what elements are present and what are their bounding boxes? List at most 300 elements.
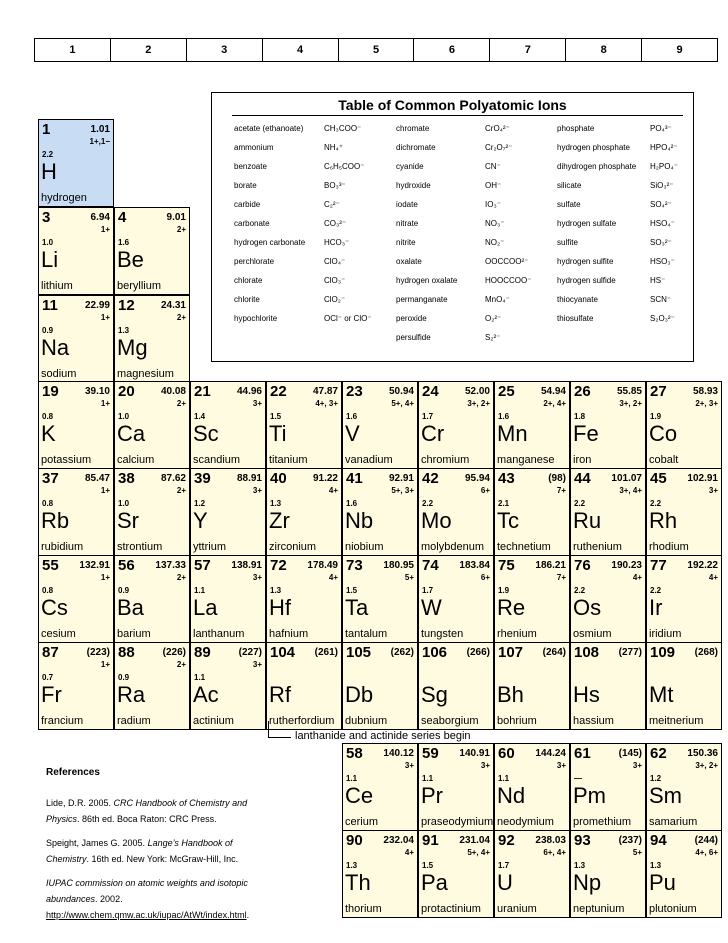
atomic-mass: 150.36 — [687, 748, 718, 759]
atomic-mass: 186.21 — [535, 560, 566, 571]
atomic-number: 43 — [498, 470, 515, 487]
oxidation-states: 6+ — [480, 573, 490, 582]
group-number: 2 — [111, 39, 187, 61]
atomic-number: 25 — [498, 383, 515, 400]
element-symbol: Os — [573, 595, 602, 620]
element-cell-lithium — [38, 207, 114, 295]
element-symbol: Fr — [41, 682, 62, 707]
group-number: 4 — [263, 39, 339, 61]
atomic-mass: 6.94 — [90, 212, 110, 223]
element-cell-niobium — [342, 468, 418, 556]
element-symbol: Ir — [649, 595, 663, 620]
ion-formula: OCl⁻ or ClO⁻ — [324, 314, 372, 323]
atomic-number: 108 — [574, 644, 600, 661]
ion-name: hydrogen carbonate — [234, 238, 306, 247]
atomic-mass: 180.95 — [383, 560, 414, 571]
element-symbol: Tc — [497, 508, 519, 533]
atomic-number: 62 — [650, 745, 667, 762]
ion-name: iodate — [396, 200, 418, 209]
electronegativity: 0.9 — [42, 326, 54, 335]
atomic-number: 73 — [346, 557, 363, 574]
atomic-mass: 137.33 — [155, 560, 186, 571]
atomic-mass: 88.91 — [236, 473, 262, 484]
ion-name: peroxide — [396, 314, 427, 323]
element-cell-cerium — [342, 743, 418, 831]
element-symbol: Ru — [573, 508, 602, 533]
element-cell-neptunium — [570, 830, 646, 918]
element-symbol: Na — [41, 335, 70, 360]
element-symbol: Mg — [117, 335, 148, 360]
atomic-mass: (98) — [548, 473, 566, 484]
element-name: vanadium — [345, 454, 393, 466]
element-cell-promethium — [570, 743, 646, 831]
ion-name: acetate (ethanoate) — [234, 124, 304, 133]
atomic-number: 4 — [118, 209, 127, 226]
element-name: francium — [41, 715, 84, 727]
atomic-number: 38 — [118, 470, 135, 487]
element-symbol: Ca — [117, 421, 146, 446]
element-cell-sodium — [38, 295, 114, 383]
element-cell-hafnium — [266, 555, 342, 643]
atomic-mass: (145) — [618, 748, 642, 759]
oxidation-states: 3+, 2+ — [695, 761, 718, 770]
element-cell-thorium — [342, 830, 418, 918]
element-name: praseodymium — [421, 816, 494, 828]
group-number: 1 — [35, 39, 111, 61]
element-cell-hydrogen — [38, 119, 114, 207]
atomic-mass: (227) — [238, 647, 262, 658]
atomic-mass: (262) — [390, 647, 414, 658]
electronegativity: 1.3 — [270, 499, 282, 508]
atomic-mass: 40.08 — [160, 386, 186, 397]
ion-formula: H₂PO₄⁻ — [650, 162, 678, 171]
element-name: promethium — [573, 816, 632, 828]
ion-formula: SO₄²⁻ — [650, 200, 672, 209]
atomic-number: 61 — [574, 745, 591, 762]
atomic-number: 41 — [346, 470, 363, 487]
element-cell-rubidium — [38, 468, 114, 556]
element-name: hassium — [573, 715, 614, 727]
element-symbol: Hs — [573, 682, 600, 707]
atomic-mass: (237) — [618, 835, 642, 846]
element-cell-rhodium — [646, 468, 722, 556]
atomic-number: 19 — [42, 383, 59, 400]
electronegativity: 0.9 — [118, 673, 130, 682]
element-cell-yttrium — [190, 468, 266, 556]
element-symbol: Ra — [117, 682, 146, 707]
atomic-mass: 178.49 — [307, 560, 338, 571]
element-cell-strontium — [114, 468, 190, 556]
electronegativity: 1.2 — [650, 774, 662, 783]
element-name: technetium — [497, 541, 551, 553]
element-symbol: Mt — [649, 682, 674, 707]
electronegativity: — — [574, 774, 582, 783]
electronegativity: 1.3 — [650, 861, 662, 870]
atomic-mass: 44.96 — [236, 386, 262, 397]
atomic-mass: 95.94 — [464, 473, 490, 484]
element-name: neodymium — [497, 816, 554, 828]
oxidation-states: 3+ — [252, 573, 262, 582]
element-cell-dubnium — [342, 642, 418, 730]
ion-formula: ClO₃⁻ — [324, 276, 346, 285]
element-cell-praseodymium — [418, 743, 494, 831]
oxidation-states: 6+ — [480, 486, 490, 495]
atomic-number: 12 — [118, 297, 135, 314]
ion-name: borate — [234, 181, 257, 190]
atomic-number: 55 — [42, 557, 59, 574]
atomic-mass: 1.01 — [90, 124, 110, 135]
ion-formula: NH₄⁺ — [324, 143, 344, 152]
oxidation-states: 5+, 4+ — [467, 848, 490, 857]
oxidation-states: 3+ — [708, 486, 718, 495]
ion-name: dichromate — [396, 143, 436, 152]
element-cell-francium — [38, 642, 114, 730]
ion-formula: HS⁻ — [650, 276, 666, 285]
ion-name: hydroxide — [396, 181, 431, 190]
reference-speight: Speight, James G. 2005. Lange’s Handbook of Chemistry. 16th ed. New York: McGraw-Hill, Inc. — [46, 838, 239, 864]
element-name: molybdenum — [421, 541, 484, 553]
element-cell-chromium — [418, 381, 494, 469]
oxidation-states: 2+ — [176, 660, 186, 669]
atomic-number: 77 — [650, 557, 667, 574]
electronegativity: 2.2 — [574, 499, 586, 508]
group-number: 3 — [187, 39, 263, 61]
atomic-mass: 55.85 — [616, 386, 642, 397]
oxidation-states: 5+ — [404, 573, 414, 582]
oxidation-states: 4+, 6+ — [695, 848, 718, 857]
element-name: hydrogen — [41, 192, 87, 204]
atomic-number: 91 — [422, 832, 439, 849]
element-cell-meitnerium — [646, 642, 722, 730]
ion-name: nitrate — [396, 219, 419, 228]
element-symbol: Rb — [41, 508, 70, 533]
element-cell-titanium — [266, 381, 342, 469]
ion-formula: CrO₄²⁻ — [485, 124, 510, 133]
ion-name: chlorite — [234, 295, 260, 304]
element-symbol: Re — [497, 595, 526, 620]
electronegativity: 1.6 — [498, 412, 510, 421]
electronegativity: 2.2 — [574, 586, 586, 595]
element-symbol: Li — [41, 247, 59, 272]
atomic-number: 107 — [498, 644, 524, 661]
electronegativity: 1.3 — [270, 586, 282, 595]
oxidation-states: 5+ — [632, 848, 642, 857]
ion-formula: Cr₂O₇²⁻ — [485, 143, 513, 152]
ion-formula: C₂²⁻ — [324, 200, 340, 209]
electronegativity: 1.0 — [118, 412, 130, 421]
oxidation-states: 4+ — [632, 573, 642, 582]
ion-name: perchlorate — [234, 257, 275, 266]
atomic-mass: 58.93 — [692, 386, 718, 397]
element-symbol: Be — [117, 247, 144, 272]
electronegativity: 1.5 — [422, 861, 434, 870]
ion-name: benzoate — [234, 162, 267, 171]
electronegativity: 1.1 — [194, 586, 206, 595]
ion-name: hydrogen phosphate — [557, 143, 630, 152]
oxidation-states: 4+ — [328, 573, 338, 582]
electronegativity: 1.1 — [422, 774, 434, 783]
element-symbol: Ac — [193, 682, 219, 707]
iupac-link[interactable]: http://www.chem.qmw.ac.uk/iupac/AtWt/index.html — [46, 910, 247, 920]
element-cell-tungsten — [418, 555, 494, 643]
element-name: barium — [117, 628, 151, 640]
atomic-mass: 9.01 — [166, 212, 186, 223]
ion-name: hypochlorite — [234, 314, 278, 323]
group-number: 6 — [414, 39, 490, 61]
atomic-mass: 192.22 — [687, 560, 718, 571]
element-symbol: Th — [345, 870, 371, 895]
oxidation-states: 5+, 3+ — [391, 486, 414, 495]
element-name: potassium — [41, 454, 92, 466]
ion-formula: PO₄³⁻ — [650, 124, 672, 133]
element-cell-neodymium — [494, 743, 570, 831]
oxidation-states: 3+, 4+ — [619, 486, 642, 495]
electronegativity: 1.1 — [194, 673, 206, 682]
electronegativity: 1.3 — [118, 326, 130, 335]
atomic-mass: 140.12 — [383, 748, 414, 759]
ion-formula: OH⁻ — [485, 181, 502, 190]
element-cell-lanthanum — [190, 555, 266, 643]
element-cell-osmium — [570, 555, 646, 643]
group-number: 9 — [676, 44, 683, 56]
atomic-number: 92 — [498, 832, 515, 849]
atomic-mass: 102.91 — [687, 473, 718, 484]
ion-name: thiocyanate — [557, 295, 598, 304]
electronegativity: 1.2 — [194, 499, 206, 508]
element-cell-samarium — [646, 743, 722, 831]
electronegativity: 1.7 — [498, 861, 510, 870]
ion-formula: HSO₄⁻ — [650, 219, 675, 228]
atomic-number: 42 — [422, 470, 439, 487]
atomic-number: 74 — [422, 557, 439, 574]
oxidation-states: 3+, 2+ — [467, 399, 490, 408]
ion-name: hydrogen sulfite — [557, 257, 614, 266]
element-cell-technetium — [494, 468, 570, 556]
ion-formula: O₂²⁻ — [485, 314, 502, 323]
element-name: dubnium — [345, 715, 388, 727]
element-symbol: Mo — [421, 508, 452, 533]
oxidation-states: 7+ — [556, 486, 566, 495]
group-number: 8 — [566, 39, 642, 61]
atomic-mass: (226) — [162, 647, 186, 658]
element-name: tantalum — [345, 628, 388, 640]
atomic-number: 89 — [194, 644, 211, 661]
atomic-number: 37 — [42, 470, 59, 487]
atomic-number: 26 — [574, 383, 591, 400]
ion-formula: NO₂⁻ — [485, 238, 505, 247]
element-cell-beryllium — [114, 207, 190, 295]
electronegativity: 1.1 — [498, 774, 510, 783]
element-cell-cesium — [38, 555, 114, 643]
atomic-number: 105 — [346, 644, 372, 661]
electronegativity: 1.7 — [422, 586, 434, 595]
element-name: protactinium — [421, 903, 481, 915]
electronegativity: 1.9 — [498, 586, 510, 595]
electronegativity: 1.0 — [42, 238, 54, 247]
oxidation-states: 1+ — [100, 313, 110, 322]
atomic-number: 75 — [498, 557, 515, 574]
element-cell-vanadium — [342, 381, 418, 469]
oxidation-states: 5+, 4+ — [391, 399, 414, 408]
element-name: zirconium — [269, 541, 317, 553]
atomic-number: 87 — [42, 644, 59, 661]
ion-name: persulfide — [396, 333, 431, 342]
ion-name: thiosulfate — [557, 314, 594, 323]
atomic-mass: 52.00 — [464, 386, 490, 397]
oxidation-states: 4+ — [708, 573, 718, 582]
element-cell-scandium — [190, 381, 266, 469]
atomic-number: 72 — [270, 557, 287, 574]
element-symbol: W — [421, 595, 442, 620]
ion-formula: HOOCCOO⁻ — [485, 276, 532, 285]
element-name: chromium — [421, 454, 470, 466]
ion-formula: NO₃⁻ — [485, 219, 505, 228]
element-cell-protactinium — [418, 830, 494, 918]
element-name: cerium — [345, 816, 379, 828]
oxidation-states: 3+ — [632, 761, 642, 770]
atomic-mass: 140.91 — [459, 748, 490, 759]
atomic-number: 59 — [422, 745, 439, 762]
element-symbol: Sr — [117, 508, 139, 533]
element-name: manganese — [497, 454, 555, 466]
electronegativity: 0.8 — [42, 412, 54, 421]
element-symbol: Pr — [421, 783, 443, 808]
element-symbol: Sc — [193, 421, 219, 446]
atomic-number: 56 — [118, 557, 135, 574]
atomic-mass: 87.62 — [160, 473, 186, 484]
ion-name: chromate — [396, 124, 430, 133]
element-symbol: Bh — [497, 682, 524, 707]
element-symbol: Zr — [269, 508, 290, 533]
electronegativity: 1.0 — [118, 499, 130, 508]
atomic-number: 76 — [574, 557, 591, 574]
element-cell-cobalt — [646, 381, 722, 469]
atomic-mass: (277) — [618, 647, 642, 658]
element-cell-magnesium — [114, 295, 190, 383]
element-name: neptunium — [573, 903, 625, 915]
element-symbol: Rh — [649, 508, 678, 533]
references-title: References — [46, 767, 100, 778]
oxidation-states: 1+ — [100, 486, 110, 495]
element-symbol: Nb — [345, 508, 374, 533]
element-symbol: Cr — [421, 421, 445, 446]
atomic-number: 24 — [422, 383, 439, 400]
atomic-mass: 238.03 — [535, 835, 566, 846]
lanthanide-series-label: lanthanide and actinide series begin — [295, 730, 471, 742]
oxidation-states: 2+ — [176, 486, 186, 495]
oxidation-states: 1+ — [100, 660, 110, 669]
oxidation-states: 2+, 4+ — [543, 399, 566, 408]
atomic-number: 60 — [498, 745, 515, 762]
electronegativity: 0.9 — [118, 586, 130, 595]
element-cell-potassium — [38, 381, 114, 469]
ion-name: carbide — [234, 200, 261, 209]
electronegativity: 2.2 — [422, 499, 434, 508]
ion-table-title: Table of Common Polyatomic Ions — [338, 97, 567, 113]
electronegativity: 1.6 — [346, 412, 358, 421]
element-name: titanium — [269, 454, 308, 466]
element-cell-manganese — [494, 381, 570, 469]
atomic-number: 3 — [42, 209, 51, 226]
ion-formula: MnO₄⁻ — [485, 295, 510, 304]
ion-name: phosphate — [557, 124, 595, 133]
ion-formula: CN⁻ — [485, 162, 501, 171]
element-name: strontium — [117, 541, 163, 553]
element-symbol: Mn — [497, 421, 528, 446]
oxidation-states: 3+ — [556, 761, 566, 770]
element-symbol: Y — [193, 508, 208, 533]
oxidation-states: 1+ — [100, 399, 110, 408]
element-name: radium — [117, 715, 151, 727]
atomic-number: 45 — [650, 470, 667, 487]
element-name: hafnium — [269, 628, 309, 640]
ion-name: hydrogen oxalate — [396, 276, 458, 285]
oxidation-states: 3+ — [480, 761, 490, 770]
element-symbol: Ti — [269, 421, 287, 446]
element-name: beryllium — [117, 280, 162, 292]
atomic-number: 58 — [346, 745, 363, 762]
element-name: cobalt — [649, 454, 679, 466]
electronegativity: 1.5 — [346, 586, 358, 595]
element-name: plutonium — [649, 903, 697, 915]
element-name: ruthenium — [573, 541, 622, 553]
electronegativity: 1.6 — [118, 238, 130, 247]
element-cell-bohrium — [494, 642, 570, 730]
electronegativity: 0.7 — [42, 673, 54, 682]
atomic-number: 27 — [650, 383, 667, 400]
atomic-mass: (266) — [466, 647, 490, 658]
element-symbol: Fe — [573, 421, 599, 446]
element-name: calcium — [117, 454, 155, 466]
oxidation-states: 4+ — [328, 486, 338, 495]
atomic-number: 93 — [574, 832, 591, 849]
element-symbol: H — [41, 159, 57, 184]
element-symbol: Co — [649, 421, 678, 446]
atomic-number: 1 — [42, 121, 51, 138]
electronegativity: 1.8 — [574, 412, 586, 421]
electronegativity: 1.5 — [270, 412, 282, 421]
element-name: uranium — [497, 903, 537, 915]
ion-name: cyanide — [396, 162, 424, 171]
ion-formula: SCN⁻ — [650, 295, 672, 304]
ion-table-rule — [232, 115, 683, 116]
element-name: cesium — [41, 628, 76, 640]
atomic-number: 109 — [650, 644, 676, 661]
atomic-mass: (223) — [86, 647, 110, 658]
atomic-mass: 101.07 — [611, 473, 642, 484]
ion-formula: SO₃²⁻ — [650, 238, 672, 247]
atomic-mass: 183.84 — [459, 560, 490, 571]
element-name: magnesium — [117, 368, 174, 380]
element-name: iridium — [649, 628, 682, 640]
atomic-number: 104 — [270, 644, 296, 661]
ion-formula: HPO₄²⁻ — [650, 143, 678, 152]
oxidation-states: 2+, 3+ — [695, 399, 718, 408]
element-symbol: Ta — [345, 595, 369, 620]
ion-formula: C₆H₅COO⁻ — [324, 162, 365, 171]
element-symbol: Ce — [345, 783, 374, 808]
ion-formula: CO₃²⁻ — [324, 219, 347, 228]
ion-formula: CH₃COO⁻ — [324, 124, 362, 133]
electronegativity: 1.6 — [346, 499, 358, 508]
electronegativity: 1.7 — [422, 412, 434, 421]
atomic-number: 11 — [42, 297, 58, 314]
atomic-number: 40 — [270, 470, 287, 487]
atomic-mass: 231.04 — [459, 835, 490, 846]
ion-name: silicate — [557, 181, 582, 190]
atomic-number: 106 — [422, 644, 448, 661]
element-symbol: V — [345, 421, 360, 446]
